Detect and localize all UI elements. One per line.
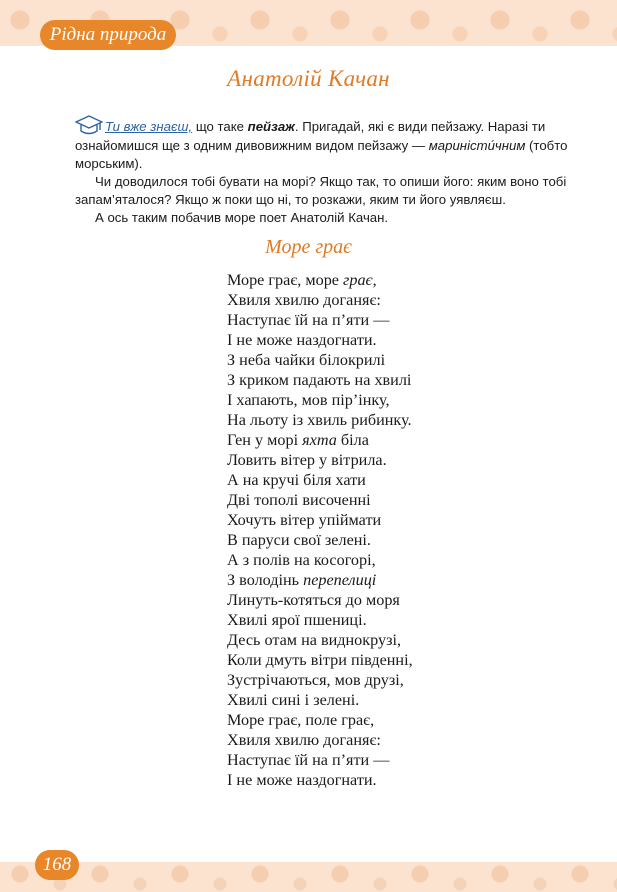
poem-line: Хвиля хвилю доганяє: <box>227 291 381 309</box>
author-name: Анатолій Качан <box>227 66 390 91</box>
page-number: 168 <box>35 850 79 880</box>
poem-emphasis: яхта <box>302 431 337 449</box>
poem-line: І хапають, мов пір’інку, <box>227 391 390 409</box>
poem-line: З криком падають на хвилі <box>227 371 412 389</box>
poem-body <box>227 270 557 790</box>
intro-paragraph-1 <box>75 115 570 173</box>
poem-line: Хочуть вітер упіймати <box>227 511 382 529</box>
poem-line: І не може наздогнати. <box>227 331 377 349</box>
intro-text <box>75 115 570 227</box>
poem-line: На льоту із хвиль рибинку. <box>227 411 412 429</box>
intro-text-fragment: (тобто морським). <box>75 138 568 171</box>
intro-text-fragment: . Пригадай, які є види пейзажу. Наразі ти ознайомишся ще з одним дивовижним видом пейзажу — <box>75 119 546 153</box>
poem-line: Хвилі ярої пшениці. <box>227 611 367 629</box>
poem-line: Линуть-котяться до моря <box>227 591 400 609</box>
poem-line: Дві тополі височенні <box>227 491 371 509</box>
poem-line: З неба чайки білокрилі <box>227 351 386 369</box>
poem-line: Коли дмуть вітри південні, <box>227 651 413 669</box>
term-landscape: пейзаж <box>247 119 295 134</box>
poem-title: Море грає <box>265 236 352 258</box>
poem-line: Море грає, поле грає, <box>227 711 375 729</box>
poem-emphasis: грає <box>343 271 373 289</box>
term-marine: мариністи́чним <box>428 138 526 153</box>
poem-line: А з полів на косогорі, <box>227 551 376 569</box>
poem-line: Хвиля хвилю доганяє: <box>227 731 381 749</box>
poem-line: Хвилі сині і зелені. <box>227 691 360 709</box>
poem-line: Наступає їй на п’яти — <box>227 751 390 769</box>
poem-line: І не може наздогнати. <box>227 771 377 789</box>
poem-line: Десь отам на виднокрузі, <box>227 631 402 649</box>
poem-line: З володінь перепелиці <box>227 571 377 589</box>
poem-line: Море грає, море грає, <box>227 271 377 289</box>
you-already-know-label: Ти вже знаєш, <box>105 119 193 134</box>
graduation-cap-icon <box>75 115 103 137</box>
bottom-decorative-band <box>0 862 617 892</box>
poem-line: В паруси свої зелені. <box>227 531 371 549</box>
poem-line: А на кручі біля хати <box>227 471 366 489</box>
intro-paragraph-3: А ось таким побачив море поет Анатолій Качан. <box>95 210 389 225</box>
intro-text-fragment: що таке <box>192 119 248 134</box>
poem-line: Ловить вітер у вітрила. <box>227 451 387 469</box>
poem-emphasis: перепелиці <box>303 571 377 589</box>
intro-paragraph-2: Чи доводилося тобі бувати на морі? Якщо так, то опиши його: яким воно тобі запам’яталося? Якщо ж поки що ні, то розкажи, яким ти його уявляєш. <box>75 174 567 207</box>
poem-line: Ген у морі яхта біла <box>227 431 369 449</box>
poem-line: Зустрічаються, мов друзі, <box>227 671 404 689</box>
section-badge: Рідна природа <box>40 20 176 50</box>
poem-line: Наступає їй на п’яти — <box>227 311 390 329</box>
